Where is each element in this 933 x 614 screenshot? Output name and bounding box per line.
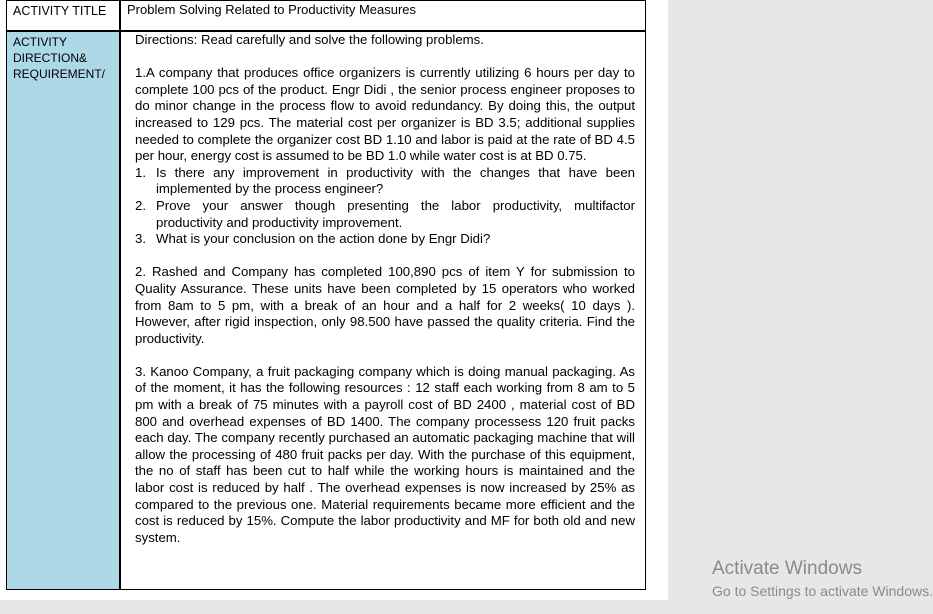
watermark-title: Activate Windows (712, 558, 862, 579)
problem-1-questions (135, 165, 635, 248)
question-text: What is your conclusion on the action done by Engr Didi? (156, 231, 491, 247)
activity-direction-label (13, 34, 105, 82)
watermark-subtitle: Go to Settings to activate Windows. (712, 583, 933, 599)
activity-title-value: Problem Solving Related to Productivity Measures (127, 2, 417, 17)
directions-text: Directions: Read carefully and solve the following problems. (135, 32, 484, 47)
list-item (135, 165, 635, 198)
activity-direction-label-line: DIRECTION& (13, 51, 88, 65)
problem-1-text: 1.A company that produces office organizers is currently utilizing 6 hours per day to complete 100 pcs of the product. Engr Didi , the senior process engineer proposes to do minor change in the process flow to avoid redundancy. By doing this, the output increased to 129 pcs. The material cost per organizer is BD 3.5; additional supplies needed to complete the organizer cost BD 1.10 and labor is paid at the rate of BD 4.5 per hour, energy cost is assumed to be BD 1.0 while water cost is at BD 0.75. (135, 65, 635, 164)
list-item (135, 231, 635, 248)
problem-3-text: 3. Kanoo Company, a fruit packaging company which is doing manual packaging. As of the moment, it has the following resources : 12 staff each working from 8 am to 5 pm with a break of 75 minutes with a payroll cost of BD 2400 , material cost of BD 800 and overhead expenses of BD 1400. The company processess 120 fruit packs each day. The company recently purchased an automatic packaging machine that will allow the processing of 480 fruit packs per day. With the purchase of this equipment, the no of staff has been cut to half while the working hours is maintained and the labor cost is reduced by half . The overhead expenses is now increased by 25% as compared to the previous one. Material requirements became more efficient and the cost is reduced by 15%. Compute the labor productivity and MF for both old and new system. (135, 363, 635, 545)
activity-title-label-cell (6, 0, 120, 31)
question-number: 2. (135, 197, 146, 213)
activity-title-value-cell (120, 0, 646, 31)
question-text: Is there any improvement in productivity with the changes that have been implemented by the process engineer? (156, 164, 635, 197)
problem-2-text: 2. Rashed and Company has completed 100,890 pcs of item Y for submission to Quality Assurance. These units have been completed by 15 operators who worked from 8am to 5 pm, with a break of an hour and a half for 2 weeks( 10 days ). However, after rigid inspection, only 98.500 have passed the quality criteria. Find the productivity. (135, 264, 635, 346)
activity-content (135, 32, 635, 546)
activity-direction-label-line: REQUIREMENT/ (13, 67, 106, 81)
activation-watermark (712, 558, 933, 599)
question-number: 3. (135, 231, 146, 247)
list-item (135, 198, 635, 231)
activity-direction-label-line: ACTIVITY (13, 35, 68, 49)
activity-title-label: ACTIVITY TITLE (13, 4, 107, 18)
question-number: 1. (135, 164, 146, 180)
activity-direction-label-cell (6, 31, 120, 590)
question-text: Prove your answer though presenting the labor productivity, multifactor productivity and productivity improvement. (156, 197, 635, 230)
page-bottom-strip (0, 600, 668, 614)
